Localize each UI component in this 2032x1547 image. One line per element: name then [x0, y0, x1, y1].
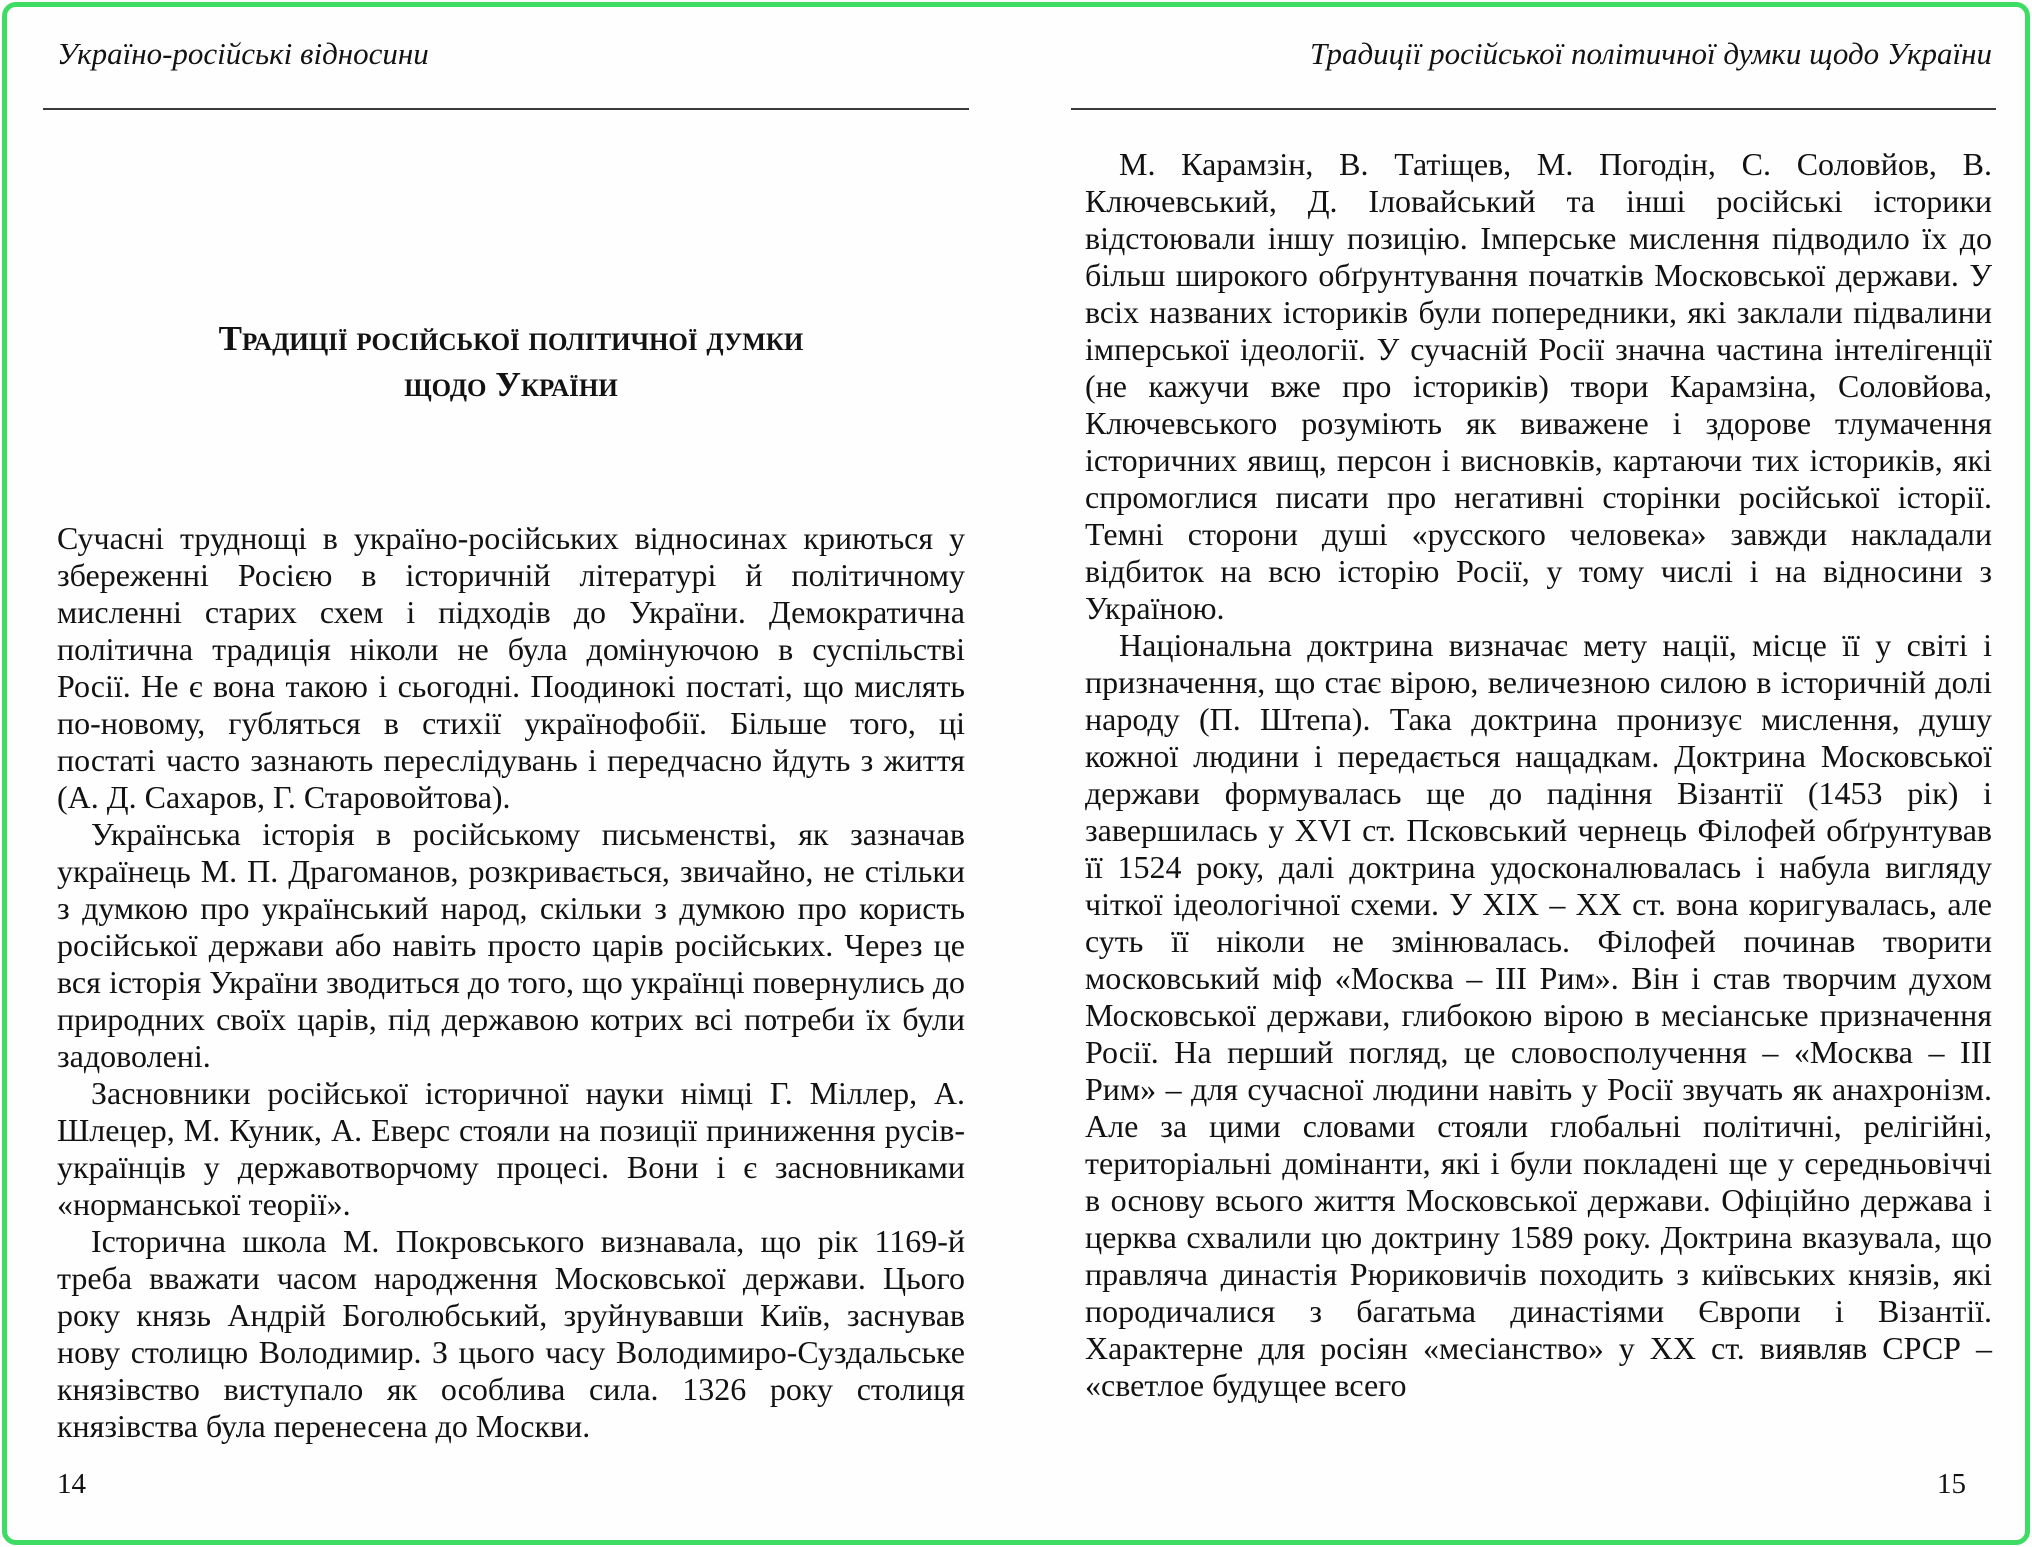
- chapter-title-line-2: щодо України: [404, 365, 618, 404]
- paragraph: Сучасні труднощі в україно-російських відносинах криються у збереженні Росією в історичній літературі й політичному мисленні старих схем і підходів до України. Демократична політична традиція ніколи не була домінуючою в суспільстві Росії. Не є вона такою і сьогодні. Поодинокі постаті, що мислять по-новому, губляться в стихії українофобії. Більше того, ці постаті часто зазнають переслідувань і передчасно йдуть з життя (А. Д. Сахаров, Г. Старовойтова).: [57, 520, 965, 815]
- body-text-left: [57, 520, 965, 1445]
- page-number-right: 15: [1937, 1468, 1966, 1500]
- page-number-left: 14: [57, 1468, 86, 1500]
- paragraph: Історична школа М. Покровського визнавала, що рік 1169-й треба вважати часом народження Московської держави. Цього року князь Андрій Боголюбський, зруйнувавши Київ, заснував нову столицю Володимир. З цього часу Володимиро-Суздальське князівство виступало як особлива сила. 1326 року столиця князівства була перенесена до Москви.: [57, 1223, 965, 1444]
- body-text-right: [1085, 146, 1992, 1404]
- chapter-title-line-1: Традиції російської політичної думки: [218, 319, 804, 358]
- paragraph: Засновники російської історичної науки німці Г. Міллер, А. Шлецер, М. Куник, А. Еверс стояли на позиції приниження русів-українців у державотворчому процесі. Вони і є засновниками «норманської теорії».: [57, 1075, 965, 1222]
- header-rule-left: [43, 108, 969, 110]
- running-head-left: Україно-російські відносини: [57, 36, 429, 71]
- header-rule-right: [1071, 108, 1996, 110]
- paragraph: Українська історія в російському письменстві, як зазначав українець М. П. Драгоманов, розкривається, звичайно, не стільки з думкою про український народ, скільки з думкою про користь російської держави або навіть просто царів російських. Через це вся історія України зводиться до того, що українці повернулись до природних своїх царів, під державою котрих всі потреби їх були задоволені.: [57, 816, 965, 1074]
- paragraph: Національна доктрина визначає мету нації, місце її у світі і призначення, що стає вірою, величезною силою в історичній долі народу (П. Штепа). Така доктрина пронизує мислення, душу кожної людини і передається нащадкам. Доктрина Московської держави формувалась ще до падіння Візантії (1453 рік) і завершилась у XVI ст. Псковський чернець Філофей обґрунтував її 1524 року, далі доктрина удосконалювалась і набула вигляду чіткої ідеологічної схеми. У XIX – XX ст. вона коригувалась, але суть її ніколи не змінювалась. Філофей починав творити московський міф «Москва – III Рим». Він і став творчим духом Московської держави, глибокою вірою в месіанське призначення Росії. На перший погляд, це словосполучення – «Москва – III Рим» – для сучасної людини навіть у Росії звучать як анахронізм. Але за цими словами стояли глобальні політичні, релігійні, територіальні домінанти, які і були покладені ще у середньовіччі в основу всього життя Московської держави. Офіційно держава і церква схвалили цю доктрину 1589 року. Доктрина вказувала, що правляча династія Рюриковичів походить з київських князів, які породичалися з багатьма династіями Європи і Візантії. Характерне для росіян «месіанство» у XX ст. виявляв СРСР – «светлое будущее всего: [1085, 627, 1992, 1403]
- page-left: [57, 0, 965, 1547]
- chapter-title: [57, 316, 965, 408]
- page-right: [1085, 0, 1992, 1547]
- running-head-right: Традиції російської політичної думки щодо України: [1310, 36, 1992, 71]
- paragraph: М. Карамзін, В. Татіщев, М. Погодін, С. Соловйов, В. Ключевський, Д. Іловайський та інші російські історики відстоювали іншу позицію. Імперське мислення підводило їх до більш широкого обґрунтування початків Московської держави. У всіх названих істориків були попередники, які заклали підвалини імперської ідеології. У сучасній Росії значна частина інтелігенції (не кажучи вже про істориків) твори Карамзіна, Соловйова, Ключевського розуміють як виважене і здорове тлумачення історичних явищ, персон і висновків, картаючи тих істориків, які спромоглися писати про негативні сторінки російської історії. Темні сторони душі «русского человека» завжди накладали відбиток на всю історію Росії, у тому числі і на відносини з Україною.: [1085, 146, 1992, 626]
